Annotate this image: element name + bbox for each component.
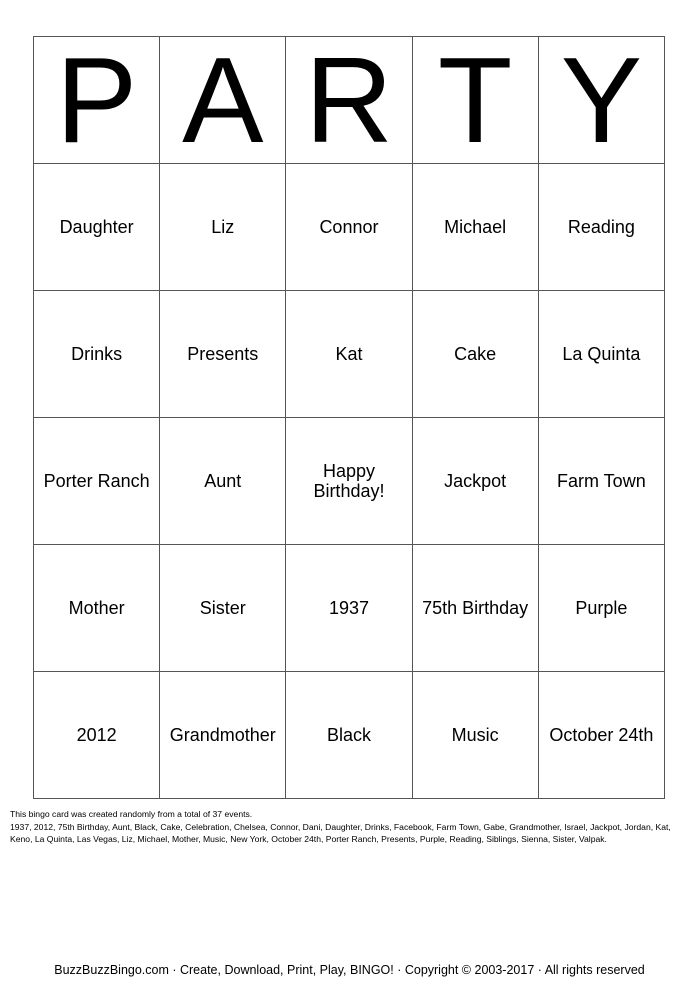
bingo-cell bbox=[286, 291, 412, 418]
bingo-cell bbox=[538, 672, 664, 799]
header-letter: P bbox=[34, 37, 160, 164]
bingo-row bbox=[34, 291, 665, 418]
bingo-cell-text: Michael bbox=[444, 217, 507, 237]
bingo-cell bbox=[538, 291, 664, 418]
bingo-cell bbox=[160, 672, 286, 799]
bingo-cell bbox=[160, 291, 286, 418]
bingo-cell-text: Sister bbox=[199, 598, 246, 618]
bingo-cell-text: Mother bbox=[68, 598, 125, 618]
card-footnote bbox=[10, 808, 690, 846]
page-footer: BuzzBuzzBingo.com · Create, Download, Print, Play, BINGO! · Copyright © 2003-2017 · All rights reserved bbox=[54, 963, 645, 977]
header-letter: A bbox=[160, 37, 286, 164]
bingo-cell-text: October 24th bbox=[549, 725, 654, 745]
bingo-cell-text: Reading bbox=[567, 217, 635, 237]
bingo-cell-text: Aunt bbox=[204, 471, 242, 491]
bingo-cell-text: La Quinta bbox=[562, 344, 641, 364]
bingo-cell bbox=[538, 164, 664, 291]
bingo-cell bbox=[160, 164, 286, 291]
bingo-cell-text: Presents bbox=[187, 344, 259, 364]
bingo-cell bbox=[286, 418, 412, 545]
bingo-cell bbox=[412, 545, 538, 672]
bingo-cell bbox=[34, 545, 160, 672]
bingo-cell-text: Music bbox=[451, 725, 499, 745]
bingo-cell-text: Daughter bbox=[59, 217, 134, 237]
bingo-cell-text: 1937 bbox=[328, 598, 369, 618]
bingo-cell-text: Drinks bbox=[71, 344, 123, 364]
bingo-card bbox=[33, 36, 665, 799]
bingo-cell bbox=[34, 672, 160, 799]
footnote-intro: This bingo card was created randomly from a total of 37 events. bbox=[10, 809, 253, 819]
bingo-cell bbox=[34, 291, 160, 418]
footnote-event-list: 1937, 2012, 75th Birthday, Aunt, Black, Cake, Celebration, Chelsea, Connor, Dani, Daughter, Drinks, Facebook, Farm Town, Gabe, Grandmother, Israel, Jackpot, Jordan, Kat, Keno, La Quinta, Las Vegas, Liz, Michael, Mother, Music, New York, October 24th, Porter Ranch, Presents, Purple, Reading, Siblings, Sienna, Sister, Valpak. bbox=[10, 821, 671, 844]
bingo-cell bbox=[34, 164, 160, 291]
bingo-cell bbox=[412, 418, 538, 545]
bingo-cell-text: Kat bbox=[335, 344, 363, 364]
bingo-row bbox=[34, 545, 665, 672]
bingo-cell-text: 75th Birthday bbox=[422, 598, 529, 618]
bingo-cell bbox=[286, 672, 412, 799]
bingo-cell-text: Liz bbox=[211, 217, 235, 237]
bingo-cell-text: Grandmother bbox=[169, 725, 276, 745]
bingo-cell bbox=[286, 545, 412, 672]
bingo-cell-text: Farm Town bbox=[557, 471, 646, 491]
bingo-cell bbox=[538, 545, 664, 672]
bingo-cell-text: 2012 bbox=[76, 725, 117, 745]
header-letter: R bbox=[286, 37, 412, 164]
header-letter: T bbox=[412, 37, 538, 164]
bingo-cell bbox=[412, 291, 538, 418]
bingo-cell-text: Cake bbox=[454, 344, 497, 364]
bingo-row bbox=[34, 672, 665, 799]
bingo-cell bbox=[160, 545, 286, 672]
bingo-header-row bbox=[34, 37, 665, 164]
bingo-cell bbox=[286, 164, 412, 291]
bingo-cell bbox=[34, 418, 160, 545]
bingo-row bbox=[34, 164, 665, 291]
bingo-row bbox=[34, 418, 665, 545]
bingo-cell-text: Connor bbox=[319, 217, 379, 237]
bingo-cell-text: Jackpot bbox=[444, 471, 507, 491]
bingo-cell bbox=[412, 672, 538, 799]
bingo-cell-text: Purple bbox=[575, 598, 628, 618]
bingo-cell-text: Happy Birthday! bbox=[313, 461, 385, 501]
bingo-cell-text: Black bbox=[326, 725, 371, 745]
bingo-cell bbox=[412, 164, 538, 291]
bingo-cell bbox=[160, 418, 286, 545]
bingo-cell-text: Porter Ranch bbox=[43, 471, 150, 491]
bingo-cell bbox=[538, 418, 664, 545]
header-letter: Y bbox=[538, 37, 664, 164]
